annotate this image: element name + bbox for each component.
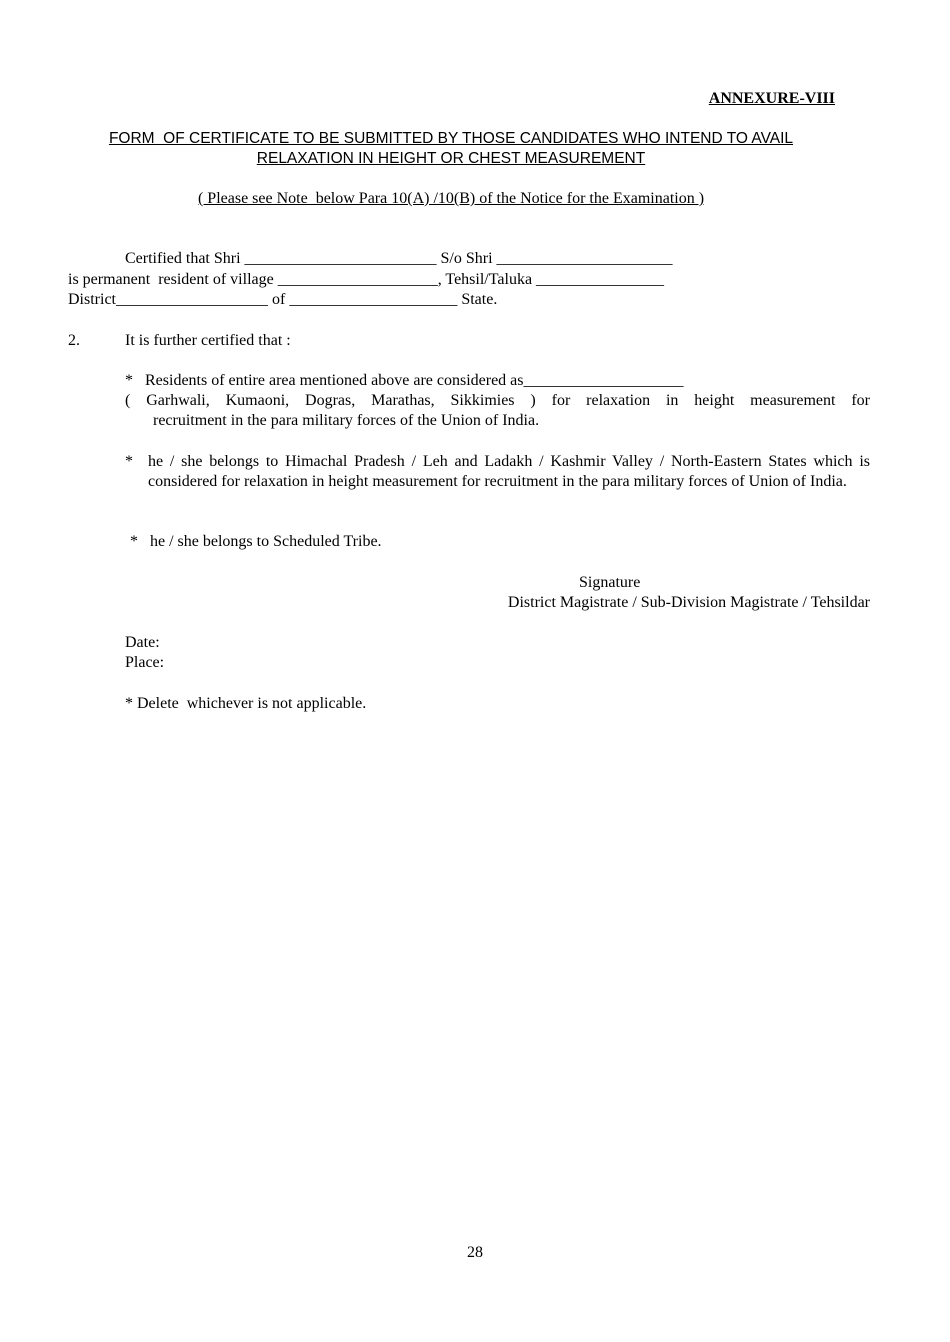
reference-note: ( Please see Note below Para 10(A) /10(B) of the Notice for the Examination ) bbox=[197, 190, 705, 207]
certificate-line-1: Certified that Shri ________________________ S/o Shri ______________________ bbox=[125, 250, 673, 267]
bullet-2-text: he / she belongs to Himachal Pradesh / Leh and Ladakh / Kashmir Valley / North-Eastern States which is considered for relaxation in height measurement for recruitment in the para military forces of Union of India. bbox=[148, 453, 870, 490]
annexure-heading: ANNEXURE-VIII bbox=[708, 90, 835, 107]
certificate-line-3: District___________________ of _____________________ State. bbox=[68, 291, 498, 308]
signature-label: Signature bbox=[579, 574, 641, 591]
bullet-3: * he / she belongs to Scheduled Tribe. bbox=[130, 533, 382, 550]
bullet-1-line-2: ( Garhwali, Kumaoni, Dogras, Marathas, Sikkimies ) for relaxation in height measurement for bbox=[125, 392, 870, 409]
bullet-2-marker: * bbox=[125, 453, 133, 470]
signature-designation: District Magistrate / Sub-Division Magistrate / Tehsildar bbox=[507, 594, 870, 611]
place-label: Place: bbox=[125, 654, 165, 671]
page-number: 28 bbox=[467, 1244, 483, 1261]
certificate-line-2: is permanent resident of village ____________________, Tehsil/Taluka ________________ bbox=[68, 271, 665, 288]
bullet-1-line-1: * Residents of entire area mentioned above are considered as____________________ bbox=[125, 372, 684, 389]
paragraph-number: 2. bbox=[68, 332, 80, 349]
date-label: Date: bbox=[125, 634, 160, 651]
form-title-line-1: FORM OF CERTIFICATE TO BE SUBMITTED BY THOSE CANDIDATES WHO INTEND TO AVAIL bbox=[108, 130, 794, 147]
form-title-line-2: RELAXATION IN HEIGHT OR CHEST MEASUREMENT bbox=[256, 150, 646, 167]
paragraph-text: It is further certified that : bbox=[125, 332, 291, 349]
delete-note: * Delete whichever is not applicable. bbox=[125, 695, 367, 712]
bullet-1-line-3: recruitment in the para military forces of the Union of India. bbox=[153, 412, 540, 429]
